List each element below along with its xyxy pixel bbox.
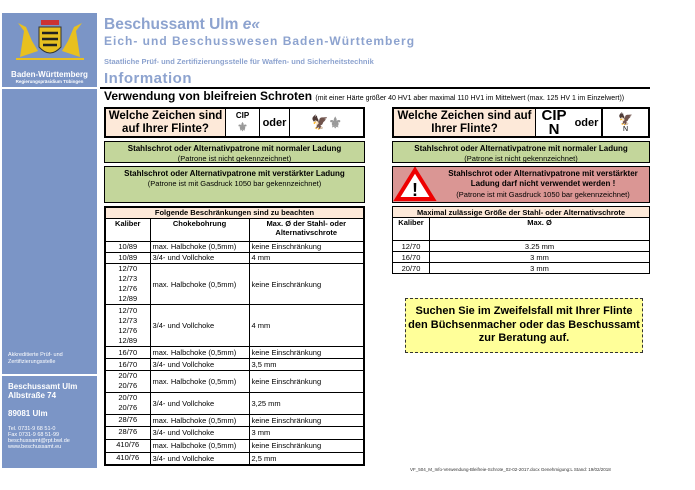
eagle-icon: 🦅 bbox=[618, 112, 633, 126]
authority-name: Regierungspräsidium Tübingen bbox=[15, 79, 84, 84]
page-subtitle: Eich- und Beschusswesen Baden-Württemberg bbox=[104, 34, 416, 48]
warning-icon bbox=[393, 167, 437, 201]
page-title: Beschussamt Ulm e« bbox=[104, 16, 260, 33]
table-row bbox=[105, 439, 364, 452]
fax: Fax 0731-9 68 51-99 bbox=[8, 432, 60, 438]
max-diameter-cell: keine Einschränkung bbox=[249, 371, 364, 392]
address-name: Beschussamt Ulm bbox=[8, 382, 78, 391]
table-title: Folgende Beschränkungen sind zu beachten bbox=[105, 207, 364, 218]
caliber-cell: 10/89 bbox=[105, 252, 150, 263]
max-diameter-cell: keine Einschränkung bbox=[249, 414, 364, 426]
table-row bbox=[105, 241, 364, 252]
max-diameter-cell: 3 mm bbox=[430, 263, 650, 274]
left-normal-load-box: Stahlschrot oder Alternativpatrone mit normaler Ladung (Patrone ist nicht gekennzeichnet) bbox=[104, 141, 365, 163]
caliber-cell: 16/70 bbox=[105, 359, 150, 371]
coat-of-arms-icon bbox=[10, 17, 90, 63]
choke-cell: max. Halbchoke (0,5mm) bbox=[150, 263, 249, 305]
sidebar-address-block bbox=[2, 376, 97, 468]
choke-cell: 3/4- und Vollchoke bbox=[150, 392, 249, 414]
max-diameter-cell: 4 mm bbox=[249, 252, 364, 263]
max-diameter-cell: keine Einschränkung bbox=[249, 439, 364, 452]
caliber-cell: 12/70 bbox=[393, 241, 430, 252]
max-diameter-cell: 3 mm bbox=[249, 426, 364, 439]
caliber-cell: 410/76 bbox=[105, 452, 150, 465]
question-label: Welche Zeichen sind auf Ihrer Flinte? bbox=[394, 109, 536, 136]
max-diameter-cell: keine Einschränkung bbox=[249, 263, 364, 305]
max-diameter-cell: 3.25 mm bbox=[430, 241, 650, 252]
table-row bbox=[105, 305, 364, 347]
caliber-cell: 20/70 20/76 bbox=[105, 392, 150, 414]
caliber-cell: 28/76 bbox=[105, 414, 150, 426]
fleur-de-lis-icon: ⚜ bbox=[237, 120, 248, 134]
sidebar-logo-block bbox=[2, 13, 97, 87]
table-row bbox=[105, 392, 364, 414]
caliber-cell: 20/70 bbox=[393, 263, 430, 274]
choke-cell: max. Halbchoke (0,5mm) bbox=[150, 439, 249, 452]
accreditation-text: Akkreditierte Prüf- und Zertifizierungsstelle bbox=[8, 352, 63, 366]
table-row bbox=[105, 452, 364, 465]
table-row bbox=[105, 252, 364, 263]
email-link[interactable]: beschussamt@rpt.bwl.de bbox=[8, 438, 70, 444]
eagle-mark bbox=[290, 109, 363, 136]
question-label: Welche Zeichen sind auf Ihrer Flinte? bbox=[106, 109, 226, 136]
table-row bbox=[105, 371, 364, 392]
max-diameter-cell: 3 mm bbox=[430, 252, 650, 263]
or-label: oder bbox=[572, 109, 602, 136]
choke-cell: 3/4- und Vollchoke bbox=[150, 452, 249, 465]
max-diameter-cell: keine Einschränkung bbox=[249, 241, 364, 252]
section-title: Information bbox=[104, 70, 192, 87]
caliber-cell: 28/76 bbox=[105, 426, 150, 439]
left-reinforced-load-box: Stahlschrot oder Alternativpatrone mit verstärkter Ladung (Patrone ist mit Gasdruck 1050 bar gekennzeichnet) bbox=[104, 166, 365, 203]
choke-cell: 3/4- und Vollchoke bbox=[150, 426, 249, 439]
eagle-mark: 🦅 N bbox=[602, 109, 648, 136]
caliber-cell: 12/70 12/73 12/76 12/89 bbox=[105, 263, 150, 305]
table-row bbox=[105, 426, 364, 439]
page-description: Staatliche Prüf- und Zertifizierungsstelle für Waffen- und Sicherheitstechnik bbox=[104, 57, 374, 66]
caliber-cell: 410/76 bbox=[105, 439, 150, 452]
cip-mark: CIP ⚜ bbox=[226, 109, 260, 136]
table-row bbox=[393, 263, 650, 274]
e-logo-icon: e« bbox=[242, 16, 260, 33]
choke-cell: 3/4- und Vollchoke bbox=[150, 252, 249, 263]
caliber-cell: 10/89 bbox=[105, 241, 150, 252]
right-question-box bbox=[392, 107, 650, 138]
left-question-box bbox=[104, 107, 365, 138]
table-row bbox=[105, 263, 364, 305]
table-title: Maximal zulässige Größe der Stahl- oder Alternativschrote bbox=[393, 207, 650, 218]
svg-text:!: ! bbox=[412, 180, 418, 200]
phone: Tel. 0731-9 68 51-0 bbox=[8, 426, 56, 432]
choke-cell: 3/4- und Vollchoke bbox=[150, 305, 249, 347]
address-city: 89081 Ulm bbox=[8, 409, 48, 418]
table-row bbox=[105, 359, 364, 371]
advice-box: Suchen Sie im Zweifelsfall mit Ihrer Flinte den Büchsenmacher oder das Beschussamt zur Beratung auf. bbox=[405, 298, 643, 353]
caliber-cell: 16/70 bbox=[393, 252, 430, 263]
choke-cell: 3/4- und Vollchoke bbox=[150, 359, 249, 371]
eagle-icon: 🦅 bbox=[311, 114, 329, 130]
col-header: Kaliber bbox=[105, 218, 150, 241]
website-link[interactable]: www.beschussamt.eu bbox=[8, 444, 62, 450]
choke-cell: max. Halbchoke (0,5mm) bbox=[150, 414, 249, 426]
col-header: Max. Ø der Stahl- oder Alternativschrote bbox=[249, 218, 364, 241]
choke-cell: max. Halbchoke (0,5mm) bbox=[150, 241, 249, 252]
caliber-cell: 16/70 bbox=[105, 347, 150, 359]
table-row bbox=[393, 252, 650, 263]
address-street: Albstraße 74 bbox=[8, 391, 57, 400]
sidebar-accreditation-block bbox=[2, 89, 97, 374]
right-max-size-table bbox=[392, 206, 650, 274]
col-header: Max. Ø bbox=[430, 218, 650, 241]
table-row bbox=[105, 347, 364, 359]
max-diameter-cell: keine Einschränkung bbox=[249, 347, 364, 359]
col-header: Chokebohrung bbox=[150, 218, 249, 241]
max-diameter-cell: 3,25 mm bbox=[249, 392, 364, 414]
right-normal-load-box: Stahlschrot oder Alternativpatrone mit normaler Ladung (Patrone ist nicht gekennzeichnet) bbox=[392, 141, 650, 163]
choke-cell: max. Halbchoke (0,5mm) bbox=[150, 371, 249, 392]
right-warning-box: ! Stahlschrot oder Alternativpatrone mit verstärkter Ladung darf nicht verwendet werden ! (Patrone ist mit Gasdruck 1050 bar gekennzeichnet) bbox=[392, 166, 650, 203]
cip-n-mark: CIP N bbox=[541, 107, 567, 138]
table-row bbox=[393, 241, 650, 252]
state-name: Baden-Württemberg bbox=[11, 70, 88, 79]
max-diameter-cell: 2,5 mm bbox=[249, 452, 364, 465]
footer-text: VF_504_M_Info-Verwendung-Bleifreie-Schrote_02-02-2017.docx Genehmigung:L Stand: 19/02/2018 bbox=[410, 467, 611, 472]
col-header: Kaliber bbox=[393, 218, 430, 241]
document-heading: Verwendung von bleifreien Schroten (mit einer Härte größer 40 HV1 aber maximal 110 HV1 im Mittelwert (max. 125 HV 1 im Einzelwert)) bbox=[104, 89, 625, 103]
fleur-de-lis-icon: ⚜ bbox=[328, 114, 342, 132]
left-restrictions-table bbox=[104, 206, 365, 466]
caliber-cell: 20/70 20/76 bbox=[105, 371, 150, 392]
max-diameter-cell: 4 mm bbox=[249, 305, 364, 347]
choke-cell: max. Halbchoke (0,5mm) bbox=[150, 347, 249, 359]
or-label: oder bbox=[260, 109, 290, 136]
max-diameter-cell: 3,5 mm bbox=[249, 359, 364, 371]
caliber-cell: 12/70 12/73 12/76 12/89 bbox=[105, 305, 150, 347]
table-row bbox=[105, 414, 364, 426]
